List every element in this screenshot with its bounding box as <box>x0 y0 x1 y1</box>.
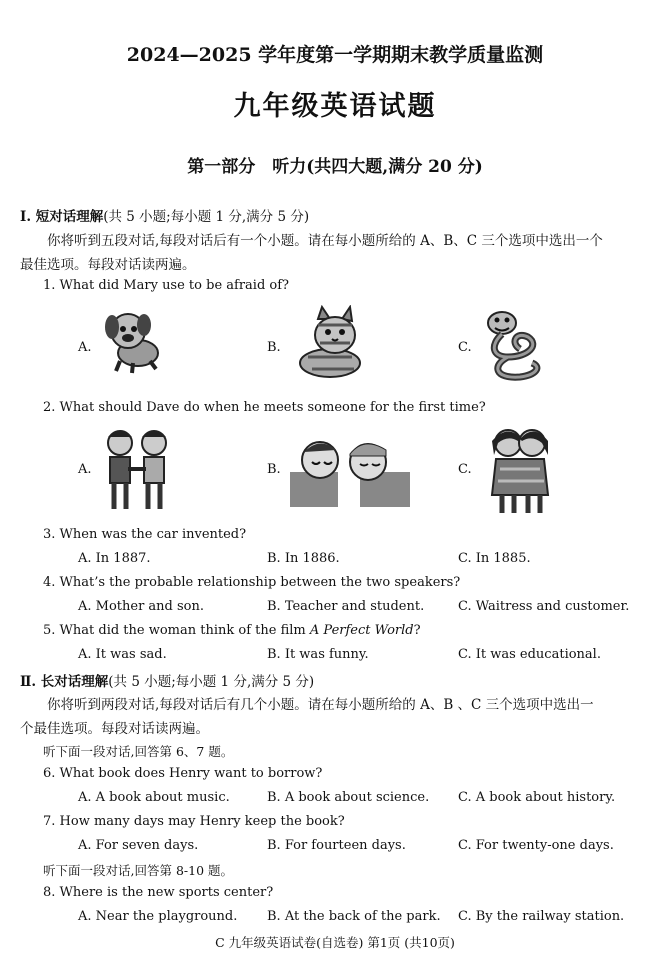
part1-title: 第一部分 听力(共四大题,满分 20 分) <box>187 157 483 177</box>
section2-instructions <box>20 693 660 741</box>
hugging-picture-icon <box>482 425 560 515</box>
q7-option-c: C. For twenty-one days. <box>458 838 614 853</box>
question-3: 3. When was the car invented? <box>43 527 247 542</box>
q6-option-c: C. A book about history. <box>458 790 616 805</box>
q5-option-a: A. It was sad. <box>78 647 167 662</box>
section2-note-1: 听下面一段对话,回答第 6、7 题。 <box>43 744 234 759</box>
section2-heading <box>20 670 314 690</box>
q2-option-a-label: A. <box>78 462 92 477</box>
question-8: 8. Where is the new sports center? <box>43 885 274 900</box>
section1-heading-rest: (共 5 小题;每小题 1 分,满分 5 分) <box>103 209 310 225</box>
q4-option-a: A. Mother and son. <box>78 599 205 614</box>
q5-film-title: A Perfect World <box>309 623 414 638</box>
section1-instructions-line1: 你将听到五段对话,每段对话后有一个小题。请在每小题所给的 A、B、C 三个选项中选出一个 <box>47 233 603 249</box>
q2-option-b-label: B. <box>267 462 281 477</box>
dog-picture-icon <box>98 305 170 377</box>
page-footer: C 九年级英语试卷(自选卷) 第1页 (共10页) <box>215 935 455 950</box>
question-2: 2. What should Dave do when he meets someone for the first time? <box>43 400 486 415</box>
q7-option-a: A. For seven days. <box>78 838 199 853</box>
q8-option-b: B. At the back of the park. <box>267 909 441 924</box>
q3-option-a: A. In 1887. <box>78 551 151 566</box>
question-5 <box>43 623 421 638</box>
section1-instructions <box>20 229 660 277</box>
subject-title: 九年级英语试题 <box>233 91 437 122</box>
section2-heading-label: Ⅱ. 长对话理解 <box>20 674 109 690</box>
section2-heading-rest: (共 5 小题;每小题 1 分,满分 5 分) <box>108 674 315 690</box>
question-6: 6. What book does Henry want to borrow? <box>43 766 323 781</box>
section2-instructions-line1: 你将听到两段对话,每段对话后有几个小题。请在每小题所给的 A、B 、C 三个选项中选出一 <box>47 697 594 713</box>
q1-option-c-label: C. <box>458 340 472 355</box>
q4-option-c: C. Waitress and customer. <box>458 599 630 614</box>
q8-option-a: A. Near the playground. <box>78 909 238 924</box>
q7-option-b: B. For fourteen days. <box>267 838 406 853</box>
q5-option-b: B. It was funny. <box>267 647 369 662</box>
q3-option-b: B. In 1886. <box>267 551 340 566</box>
bowing-picture-icon <box>290 432 410 507</box>
q8-option-c: C. By the railway station. <box>458 909 625 924</box>
q2-option-c-label: C. <box>458 462 472 477</box>
q6-option-b: B. A book about science. <box>267 790 430 805</box>
q5-text-pre: 5. What did the woman think of the film <box>43 623 310 638</box>
section1-instructions-line2: 最佳选项。每段对话读两遍。 <box>20 257 196 273</box>
cat-picture-icon <box>288 305 368 383</box>
section2-note-2: 听下面一段对话,回答第 8-10 题。 <box>43 863 234 878</box>
q3-option-c: C. In 1885. <box>458 551 531 566</box>
question-4: 4. What’s the probable relationship between the two speakers? <box>43 575 461 590</box>
section1-heading <box>20 205 309 225</box>
question-7: 7. How many days may Henry keep the book? <box>43 814 345 829</box>
section1-heading-label: Ⅰ. 短对话理解 <box>20 209 104 225</box>
question-1: 1. What did Mary use to be afraid of? <box>43 278 290 293</box>
section2-instructions-line2: 个最佳选项。每段对话读两遍。 <box>20 721 209 737</box>
q5-text-post: ? <box>413 623 421 638</box>
q1-option-b-label: B. <box>267 340 281 355</box>
q6-option-a: A. A book about music. <box>78 790 230 805</box>
q5-option-c: C. It was educational. <box>458 647 601 662</box>
q4-option-b: B. Teacher and student. <box>267 599 425 614</box>
handshake-picture-icon <box>98 425 178 513</box>
snake-picture-icon <box>480 305 550 385</box>
q1-option-a-label: A. <box>78 340 92 355</box>
exam-title: 2024—2025 学年度第一学期期末教学质量监测 <box>126 44 544 66</box>
